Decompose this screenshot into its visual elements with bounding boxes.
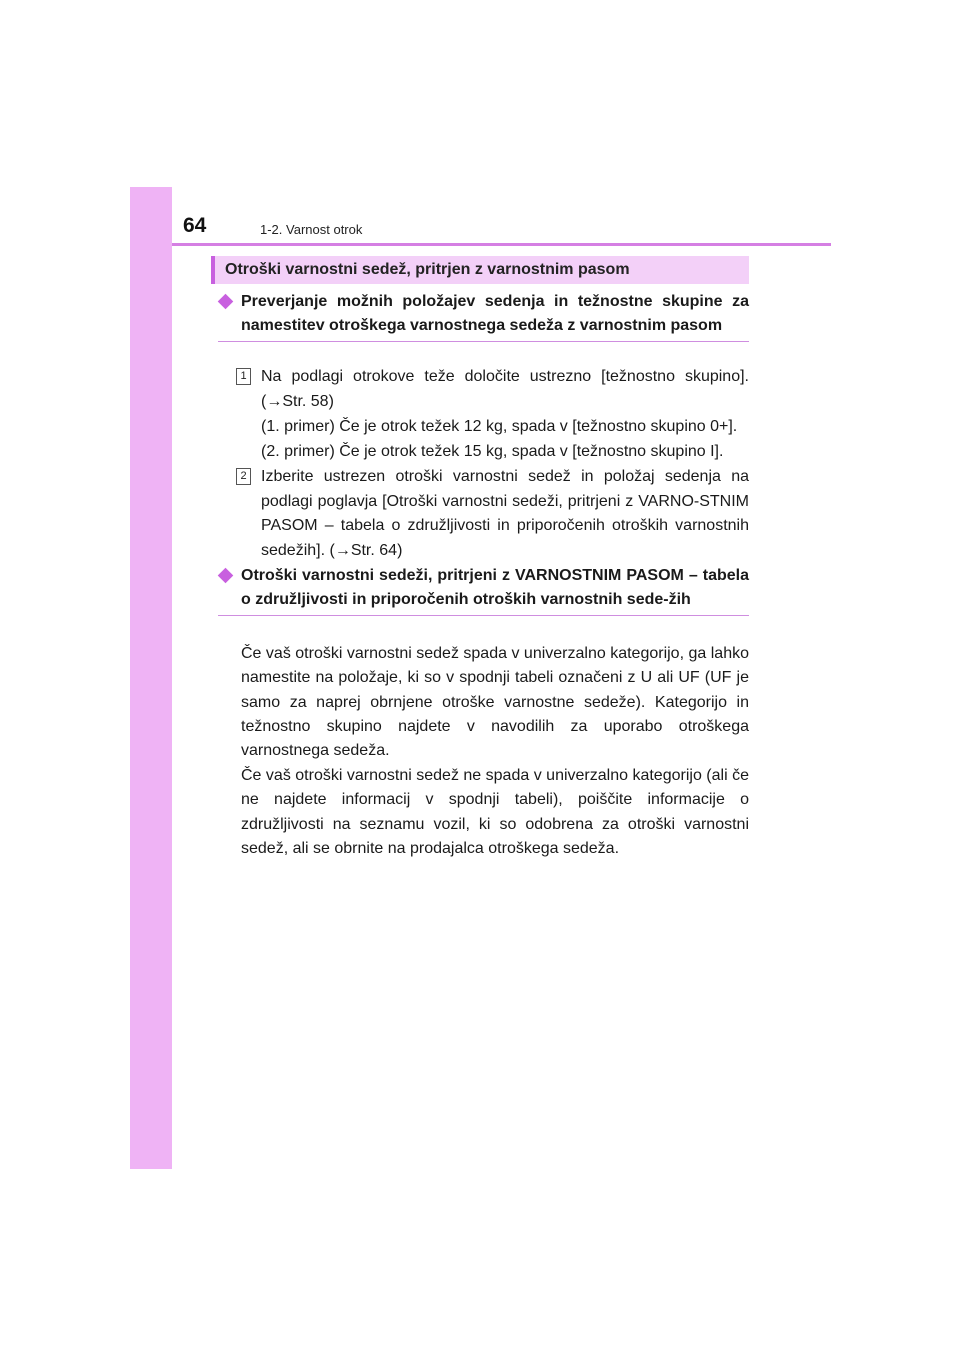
section-label: 1-2. Varnost otrok bbox=[260, 222, 363, 237]
step-1 bbox=[236, 365, 749, 414]
diamond-bullet-icon bbox=[218, 568, 234, 584]
heading-check-positions bbox=[218, 290, 749, 342]
section-title: Otroški varnostni sedež, pritrjen z varnostnim pasom bbox=[225, 261, 630, 278]
step-2 bbox=[236, 465, 749, 563]
body-paragraph-non-universal: Če vaš otroški varnostni sedež ne spada v univerzalno kategorijo (ali če ne najdete informacij v spodnji tabeli), poiščite informacije o združljivosti na seznamu vozil, ki so odobrena za otroški varnostni sedež, ali se obrnite na prodajalca otroškega sedeža. bbox=[241, 767, 749, 857]
step-text: Na podlagi otrokove teže določite ustrezno [težnostno skupino]. (→Str. 58) bbox=[261, 368, 749, 410]
heading-compatibility-table bbox=[218, 564, 749, 616]
heading-text: Otroški varnostni sedeži, pritrjeni z VARNOSTNIM PASOM – tabela o združljivosti in priporočenih otroških varnostnih sede-žih bbox=[241, 567, 749, 608]
example-2: (2. primer) Če je otrok težek 15 kg, spada v [težnostno skupino I]. bbox=[261, 443, 724, 460]
body-paragraph-universal: Če vaš otroški varnostni sedež spada v univerzalno kategorijo, ga lahko namestite na položaje, ki so v spodnji tabeli označeni z U ali UF (UF je samo za naprej obrnjene otroške varnostne sedeže). Kategorijo in težnostno skupino najdete v navodilih za uporabo otroškega varnostnega sedeža. bbox=[241, 645, 749, 760]
heading-text: Preverjanje možnih položajev sedenja in težnostne skupine za namestitev otroškega varnostnega sedeža z varnostnim pasom bbox=[241, 293, 749, 334]
heading-rule bbox=[218, 341, 749, 342]
heading-rule bbox=[218, 615, 749, 616]
page-number: 64 bbox=[183, 214, 207, 237]
section-title-band bbox=[211, 256, 749, 284]
step-number-badge: 1 bbox=[236, 368, 251, 385]
header-rule bbox=[172, 243, 831, 246]
step-text: Izberite ustrezen otroški varnostni sedež in položaj sedenja na podlagi poglavja [Otroški varnostni sedeži, pritrjeni z VARNO-STNIM PASOM – tabela o združljivosti in priporočenih otroških varnostnih sedežih]. (→Str. 64) bbox=[261, 468, 749, 559]
diamond-bullet-icon bbox=[218, 294, 234, 310]
example-1: (1. primer) Če je otrok težek 12 kg, spada v [težnostno skupino 0+]. bbox=[261, 418, 738, 435]
step-number-badge: 2 bbox=[236, 468, 251, 485]
chapter-side-tab bbox=[130, 187, 172, 1169]
